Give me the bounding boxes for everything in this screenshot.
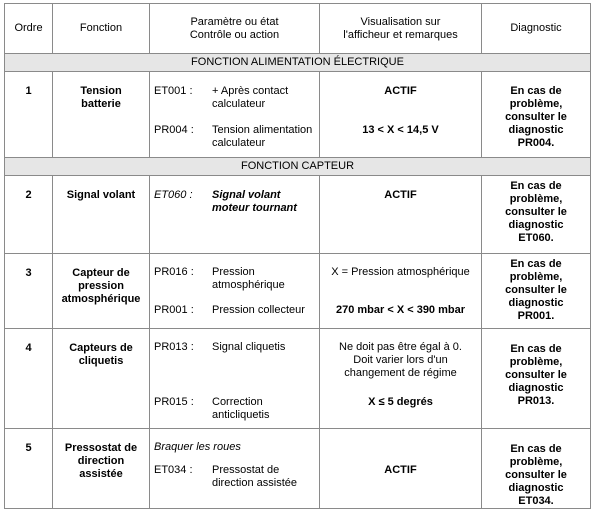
section-title-capteur: FONCTION CAPTEUR [5,158,591,176]
param-desc: Signal cliquetis [212,341,286,353]
row-parametres [150,329,320,429]
table-row [5,176,591,254]
row-fonction: Signal volant [53,176,150,254]
row-diagnostic: En cas de problème, consulter le diagnostic ET034. [482,429,591,509]
param-code: ET001 : [154,85,193,97]
param-item [150,85,319,124]
table-row [5,429,591,509]
vis-value: X = Pression atmosphérique [331,266,470,278]
row-fonction: Capteurs de cliquetis [53,329,150,429]
header-visualisation: Visualisation sur l'afficheur et remarques [320,4,482,54]
section-title-alimentation: FONCTION ALIMENTATION ÉLECTRIQUE [5,54,591,72]
row-visualisation [320,429,482,509]
param-item [150,396,319,422]
row-diagnostic: En cas de problème, consulter le diagnostic PR004. [482,72,591,158]
param-code: PR001 : [154,304,194,316]
row-diagnostic: En cas de problème, consulter le diagnostic ET060. [482,176,591,254]
row-diagnostic: En cas de problème, consulter le diagnostic PR013. [482,329,591,429]
param-item [150,124,319,150]
param-item [150,464,319,490]
row-visualisation [320,72,482,158]
header-fonction: Fonction [53,4,150,54]
row-ordre: 1 [5,72,53,158]
row-visualisation [320,329,482,429]
header-parametre: Paramètre ou état Contrôle ou action [150,4,320,54]
param-item [150,266,319,304]
param-code: PR016 : [154,266,194,278]
param-desc: Tension alimentation calculateur [212,124,313,149]
vis-value: ACTIF [384,85,417,97]
row-parametres [150,254,320,329]
vis-value: 270 mbar < X < 390 mbar [335,304,466,316]
row-parametres [150,176,320,254]
vis-value: ACTIF [384,189,417,201]
param-code: PR015 : [154,396,194,408]
row-visualisation [320,254,482,329]
row-diagnostic: En cas de problème, consulter le diagnostic PR001. [482,254,591,329]
diagnostic-table [4,3,591,509]
param-item [150,341,319,396]
table-row [5,72,591,158]
param-code: ET034 : [154,464,193,476]
param-code: PR013 : [154,341,194,353]
param-desc: Signal volant moteur tournant [212,189,297,214]
param-code: PR004 : [154,124,194,136]
row-fonction: Pressostat de direction assistée [53,429,150,509]
action-instruction: Braquer les roues [154,441,241,453]
row-fonction: Capteur de pression atmosphérique [53,254,150,329]
row-fonction: Tension batterie [53,72,150,158]
row-ordre: 4 [5,329,53,429]
section-row-alimentation [5,54,591,72]
section-row-capteur [5,158,591,176]
row-ordre: 3 [5,254,53,329]
param-desc: Pression collecteur [212,304,305,316]
param-desc: Pressostat de direction assistée [212,464,297,489]
row-parametres [150,429,320,509]
table-row [5,254,591,329]
vis-value: 13 < X < 14,5 V [362,124,439,136]
header-diagnostic: Diagnostic [482,4,591,54]
param-code: ET060 : [154,189,193,201]
param-item [150,304,319,317]
table-row [5,329,591,429]
row-visualisation [320,176,482,254]
param-desc: Correction anticliquetis [212,396,270,421]
param-desc: + Après contact calculateur [212,85,289,110]
header-ordre: Ordre [5,4,53,54]
param-desc: Pression atmosphérique [212,266,285,291]
header-row [5,4,591,54]
row-ordre: 5 [5,429,53,509]
param-item [150,189,319,215]
vis-value: X ≤ 5 degrés [368,396,433,408]
vis-remark: Ne doit pas être égal à 0. Doit varier lors d'un changement de régime [339,341,462,379]
row-ordre: 2 [5,176,53,254]
vis-value: ACTIF [384,464,417,476]
row-parametres [150,72,320,158]
